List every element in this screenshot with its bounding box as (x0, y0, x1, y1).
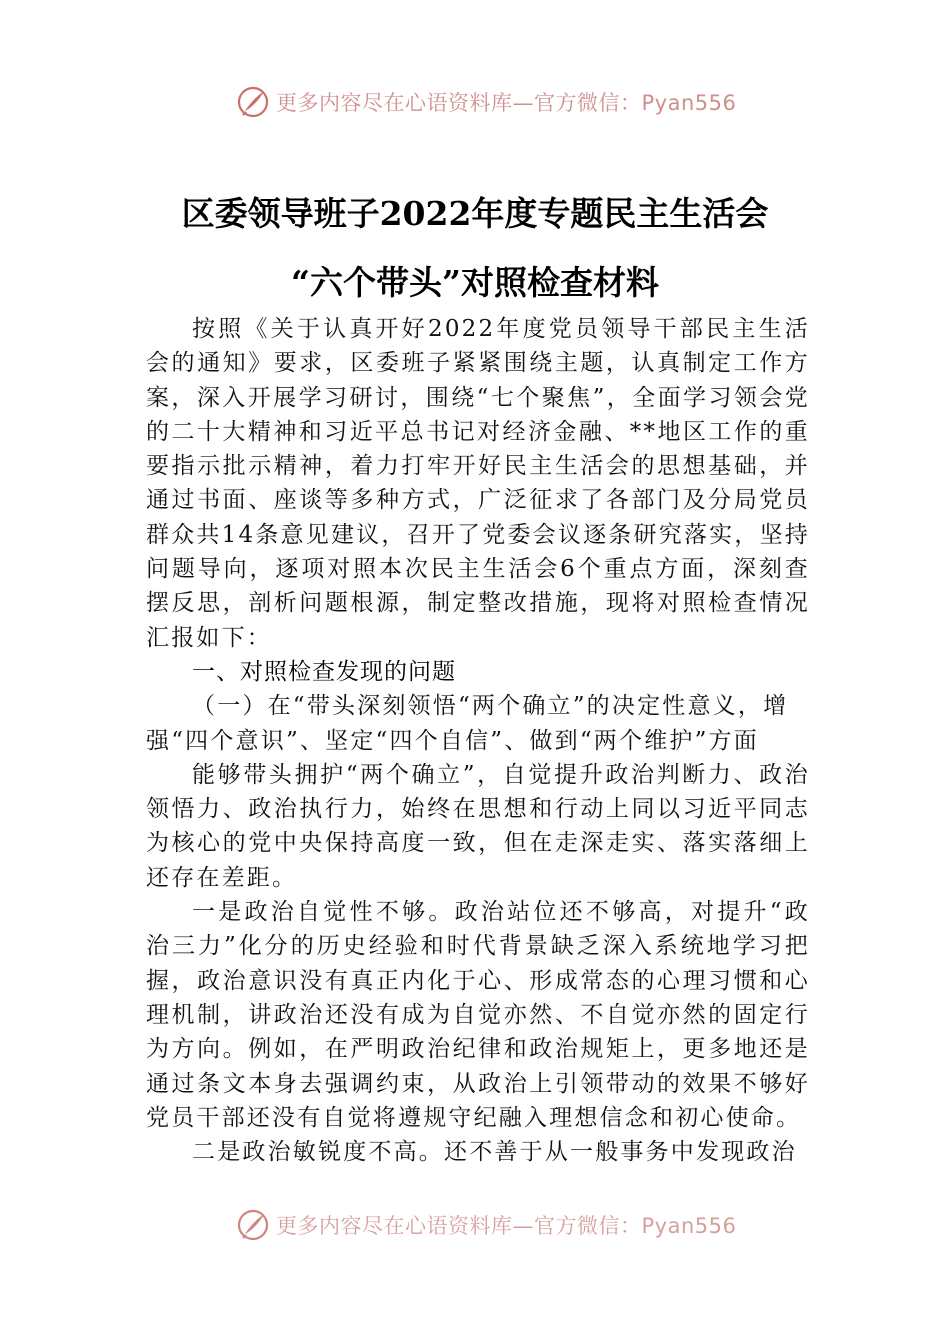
document-body (146, 312, 810, 1169)
body-paragraph: 二是政治敏锐度不高。还不善于从一般事务中发现政治 (192, 1139, 797, 1166)
watermark-banner-bottom (236, 1205, 736, 1245)
watermark-text: 更多内容尽在心语资料库—官方微信：Pyan556 (276, 1214, 737, 1238)
document-title-line-2: “六个带头”对照检查材料 (291, 263, 659, 302)
intro-paragraph: 按照《关于认真开好2022年度党员领导干部民主生活会的通知》要求，区委班子紧紧围绕主题，认真制定工作方案，深入开展学习研讨，围绕“七个聚焦”，全面学习领会党的二十大精神和习近平总书记对经济金融、**地区工作的重要指示批示精神，着力打牢开好民主生活会的思想基础，并通过书面、座谈等多种方式，广泛征求了各部门及分局党员群众共14条意见建议，召开了党委会议逐条研究落实，坚持问题导向，逐项对照本次民主生活会6个重点方面，深刻查摆反思，剖析问题根源，制定整改措施，现将对照检查情况汇报如下： (146, 316, 810, 651)
section-heading: 一、对照检查发现的问题 (192, 658, 456, 685)
feather-pen-logo-icon (236, 1208, 270, 1242)
watermark-text: 更多内容尽在心语资料库—官方微信：Pyan556 (276, 91, 737, 115)
body-paragraph: 一是政治自觉性不够。政治站位还不够高，对提升“政治三力”化分的历史经验和时代背景缺乏深入系统地学习把握，政治意识没有真正内化于心、形成常态的心理习惯和心理机制，讲政治还没有成为自觉亦然、不自觉亦然的固定行为方向。例如，在严明政治纪律和政治规矩上，更多地还是通过条文本身去强调约束，从政治上引领带动的效果不够好党员干部还没有自觉将遵规守纪融入理想信念和初心使命。 (146, 899, 810, 1131)
document-title-line-1: 区委领导班子2022年度专题民主生活会 (181, 194, 769, 233)
feather-pen-logo-icon (236, 85, 270, 119)
subsection-heading: （一）在“带头深刻领悟“两个确立”的决定性意义，增强“四个意识”、坚定“四个自信”、做到“两个维护”方面 (146, 693, 789, 754)
body-paragraph: 能够带头拥护“两个确立”，自觉提升政治判断力、政治领悟力、政治执行力，始终在思想和行动上同以习近平同志为核心的党中央保持高度一致，但在走深走实、落实落细上还存在差距。 (146, 761, 810, 891)
watermark-banner-top (236, 82, 736, 122)
